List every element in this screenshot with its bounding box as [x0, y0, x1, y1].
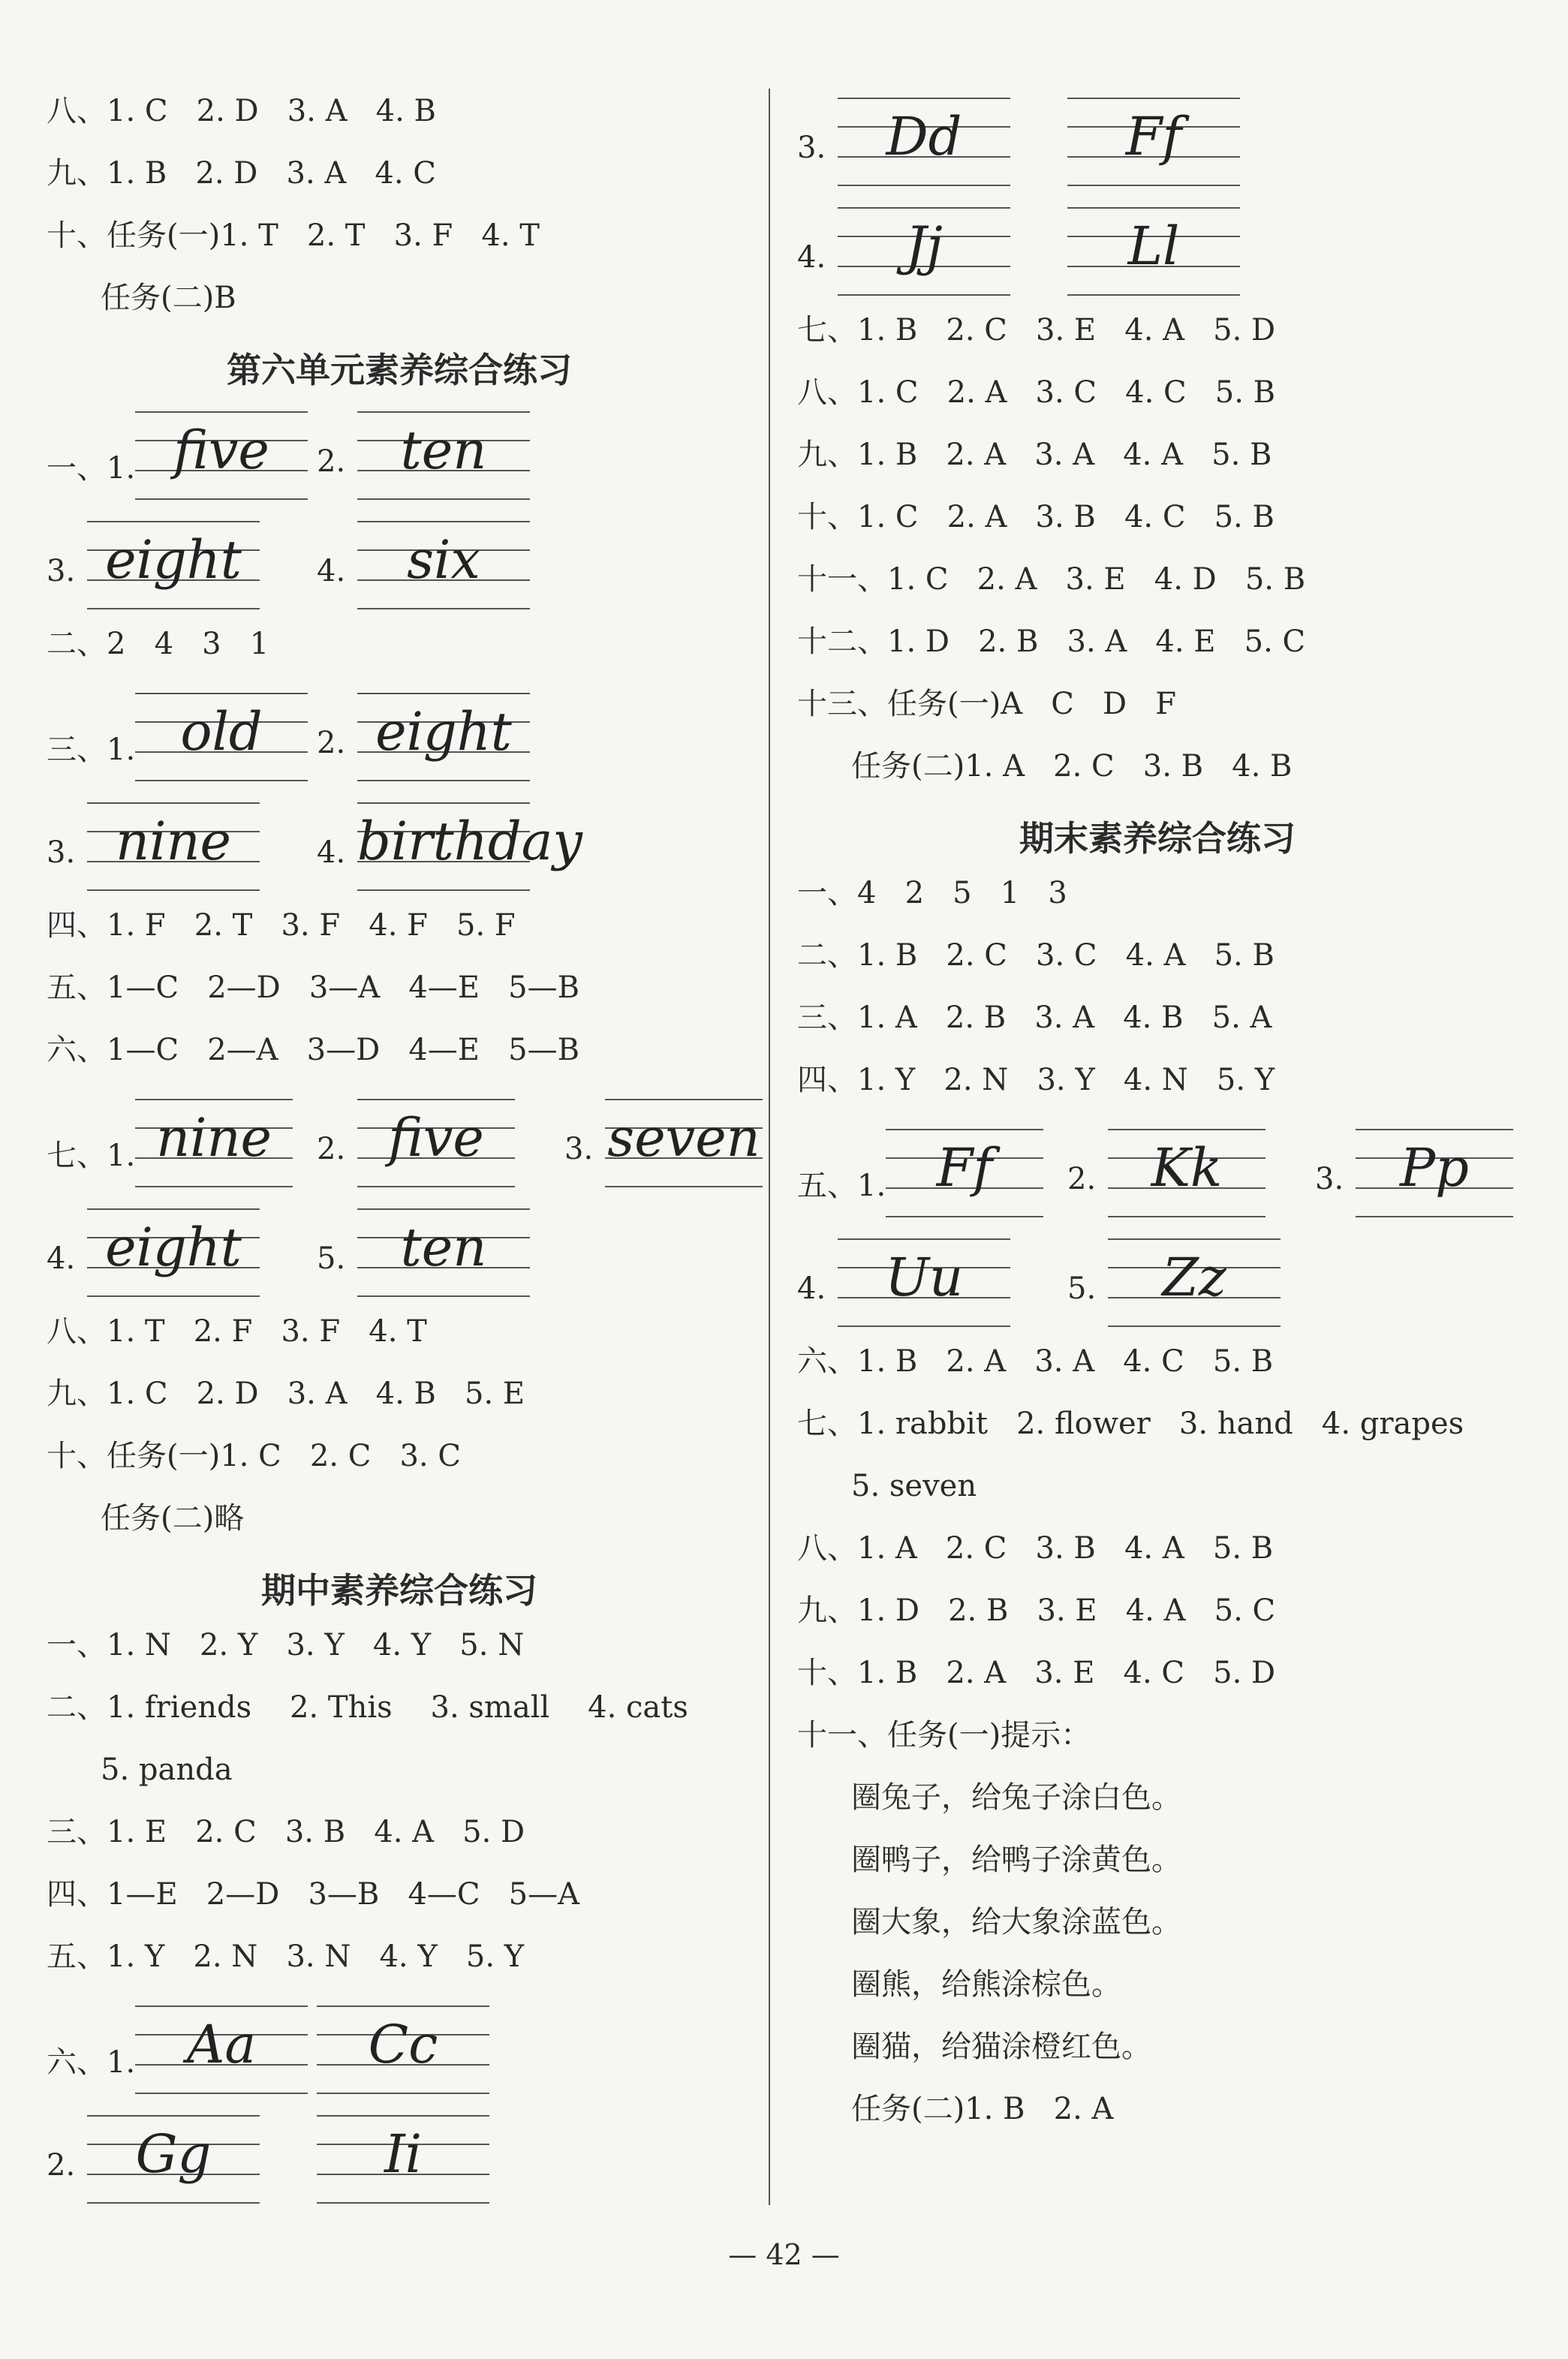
- four-line-writing-box: [357, 1208, 530, 1297]
- handwritten-word: five: [173, 420, 269, 481]
- writing-rule: [87, 1208, 260, 1210]
- item-number: 五、1.: [797, 1169, 886, 1203]
- answer-line: 十、1. B 2. A 3. E 4. C 5. D: [797, 1656, 1276, 1690]
- item-number: 4.: [317, 554, 346, 588]
- answer-line: 十、任务(一)1. C 2. C 3. C: [47, 1439, 461, 1473]
- item-number: 4.: [317, 835, 346, 870]
- left-column: [47, 89, 760, 2216]
- four-line-writing-box: [135, 1099, 293, 1187]
- writing-rule: [87, 889, 260, 891]
- answer-line: 二、2 4 3 1: [47, 627, 269, 661]
- writing-rule: [357, 1186, 515, 1187]
- handwritten-word: eight: [105, 529, 242, 591]
- answer-line: 八、1. T 2. F 3. F 4. T: [47, 1314, 427, 1349]
- writing-rule: [357, 411, 530, 413]
- answer-line: 四、1. F 2. T 3. F 4. F 5. F: [47, 908, 516, 943]
- writing-rule: [1108, 1238, 1281, 1240]
- column-divider: [769, 89, 770, 2205]
- answer-line: 圈鸭子，给鸭子涂黄色。: [851, 1843, 1181, 1877]
- handwriting-row: [47, 1090, 760, 1199]
- answer-line: 任务(二)1. A 2. C 3. B 4. B: [851, 749, 1293, 784]
- handwritten-word: Cc: [368, 2014, 438, 2075]
- four-line-writing-box: [1356, 1129, 1513, 1217]
- section-heading: 第六单元素养综合练习: [227, 350, 572, 390]
- writing-rule: [838, 98, 1010, 99]
- writing-rule: [357, 889, 530, 891]
- four-line-writing-box: [87, 2115, 260, 2204]
- writing-rule: [87, 2115, 260, 2117]
- answer-line: 三、1. E 2. C 3. B 4. A 5. D: [47, 1815, 525, 1849]
- item-number: 2.: [47, 2148, 76, 2183]
- answer-line: 十三、任务(一)A C D F: [797, 687, 1176, 721]
- answer-line: 十、任务(一)1. T 2. T 3. F 4. T: [47, 218, 540, 253]
- item-number: 3.: [1315, 1162, 1344, 1196]
- item-number: 5.: [317, 1241, 346, 1276]
- handwriting-row: [47, 1199, 752, 1309]
- four-line-writing-box: [1067, 98, 1240, 186]
- right-column: [797, 89, 1518, 2149]
- writing-rule: [87, 802, 260, 804]
- four-line-writing-box: [135, 2005, 308, 2094]
- writing-rule: [357, 693, 530, 694]
- four-line-writing-box: [357, 521, 530, 609]
- writing-rule: [357, 1099, 515, 1100]
- writing-rule: [135, 780, 308, 781]
- answer-line: 十一、任务(一)提示：: [797, 1718, 1091, 1753]
- item-number: 2.: [1067, 1162, 1097, 1196]
- four-line-writing-box: [87, 521, 260, 609]
- answer-line: 二、1. friends 2. This 3. small 4. cats: [47, 1690, 688, 1725]
- item-number: 三、1.: [47, 733, 136, 767]
- answer-line: 七、1. B 2. C 3. E 4. A 5. D: [797, 313, 1276, 348]
- handwriting-row: [797, 89, 1518, 198]
- answer-line: 九、1. B 2. A 3. A 4. A 5. B: [797, 438, 1272, 472]
- four-line-writing-box: [135, 693, 308, 781]
- four-line-writing-box: [87, 802, 260, 891]
- four-line-writing-box: [357, 411, 530, 500]
- item-number: 2.: [317, 444, 346, 479]
- item-number: 2.: [317, 1132, 346, 1166]
- writing-rule: [605, 1099, 763, 1100]
- writing-rule: [135, 1186, 293, 1187]
- four-line-writing-box: [87, 1208, 260, 1297]
- writing-rule: [1067, 294, 1240, 296]
- handwriting-row: [47, 1996, 752, 2106]
- handwritten-word: old: [180, 701, 263, 763]
- answer-line: 九、1. D 2. B 3. E 4. A 5. C: [797, 1593, 1276, 1628]
- answer-line: 圈猫，给猫涂橙红色。: [851, 2030, 1151, 2064]
- item-number: 2.: [317, 726, 346, 760]
- handwritten-word: five: [388, 1107, 484, 1169]
- item-number: 3.: [564, 1132, 594, 1166]
- writing-rule: [317, 2202, 489, 2204]
- handwritten-word: six: [407, 529, 480, 591]
- handwritten-word: Uu: [884, 1247, 964, 1308]
- handwritten-word: Jj: [905, 215, 943, 277]
- handwritten-word: ten: [400, 420, 487, 481]
- answer-line: 5. panda: [101, 1753, 233, 1787]
- page-number: — 42 —: [728, 2238, 840, 2271]
- handwritten-word: Aa: [186, 2014, 257, 2075]
- writing-rule: [87, 2202, 260, 2204]
- answer-line: 任务(二)略: [101, 1501, 245, 1536]
- writing-rule: [135, 2005, 308, 2007]
- section-heading: 期中素养综合练习: [261, 1570, 537, 1611]
- answer-line: 十二、1. D 2. B 3. A 4. E 5. C: [797, 624, 1306, 659]
- writing-rule: [838, 294, 1010, 296]
- handwritten-word: Dd: [886, 106, 962, 167]
- four-line-writing-box: [1108, 1129, 1266, 1217]
- handwritten-word: ten: [400, 1217, 487, 1278]
- handwritten-word: Ll: [1127, 215, 1180, 277]
- answer-line: 九、1. C 2. D 3. A 4. B 5. E: [47, 1377, 525, 1411]
- four-line-writing-box: [357, 802, 582, 891]
- four-line-writing-box: [135, 411, 308, 500]
- handwriting-row: [797, 198, 1518, 308]
- writing-rule: [838, 185, 1010, 186]
- section-heading: 期末素养综合练习: [1019, 818, 1296, 859]
- item-number: 3.: [47, 835, 76, 870]
- writing-rule: [317, 2115, 489, 2117]
- item-number: 4.: [797, 1271, 826, 1306]
- answer-line: 圈熊，给熊涂棕色。: [851, 1967, 1121, 2002]
- writing-rule: [1356, 1129, 1513, 1130]
- writing-rule: [1108, 1325, 1281, 1327]
- handwriting-row: [47, 512, 752, 621]
- writing-rule: [1067, 207, 1240, 209]
- four-line-writing-box: [317, 2115, 489, 2204]
- answer-line: 四、1. Y 2. N 3. Y 4. N 5. Y: [797, 1063, 1275, 1097]
- handwriting-row: [797, 1120, 1518, 1229]
- handwritten-word: birthday: [357, 811, 582, 872]
- handwritten-word: eight: [105, 1217, 242, 1278]
- handwriting-row: [797, 1229, 1518, 1339]
- answer-line: 圈兔子，给兔子涂白色。: [851, 1780, 1181, 1815]
- answer-line: 5. seven: [851, 1469, 977, 1503]
- handwritten-word: eight: [375, 701, 512, 763]
- answer-line: 八、1. C 2. A 3. C 4. C 5. B: [797, 375, 1276, 410]
- answer-line: 十、1. C 2. A 3. B 4. C 5. B: [797, 500, 1275, 534]
- writing-rule: [886, 1216, 1043, 1217]
- answer-line: 一、4 2 5 1 3: [797, 876, 1067, 910]
- writing-rule: [1067, 98, 1240, 99]
- writing-rule: [886, 1129, 1043, 1130]
- writing-rule: [838, 1238, 1010, 1240]
- answer-line: 六、1—C 2—A 3—D 4—E 5—B: [47, 1033, 579, 1067]
- writing-rule: [605, 1186, 763, 1187]
- writing-rule: [87, 608, 260, 609]
- answer-line: 一、1. N 2. Y 3. Y 4. Y 5. N: [47, 1628, 525, 1662]
- four-line-writing-box: [357, 1099, 515, 1187]
- handwritten-word: nine: [116, 811, 231, 872]
- four-line-writing-box: [838, 207, 1010, 296]
- answer-line: 五、1. Y 2. N 3. N 4. Y 5. Y: [47, 1939, 525, 1974]
- answer-line: 七、1. rabbit 2. flower 3. hand 4. grapes: [797, 1407, 1464, 1441]
- handwritten-word: Ff: [1125, 106, 1182, 167]
- writing-rule: [87, 521, 260, 522]
- writing-rule: [135, 498, 308, 500]
- answer-line: 四、1—E 2—D 3—B 4—C 5—A: [47, 1877, 579, 1912]
- handwritten-word: seven: [607, 1107, 760, 1169]
- writing-rule: [1067, 185, 1240, 186]
- four-line-writing-box: [1108, 1238, 1281, 1327]
- handwriting-row: [47, 684, 752, 793]
- four-line-writing-box: [605, 1099, 763, 1187]
- writing-rule: [357, 1295, 530, 1297]
- item-number: 5.: [1067, 1271, 1097, 1306]
- answer-line: 八、1. A 2. C 3. B 4. A 5. B: [797, 1531, 1274, 1566]
- handwriting-row: [47, 402, 752, 512]
- item-number: 3.: [797, 131, 826, 165]
- item-number: 4.: [797, 240, 826, 275]
- answer-line: 六、1. B 2. A 3. A 4. C 5. B: [797, 1344, 1274, 1379]
- item-number: 3.: [47, 554, 76, 588]
- writing-rule: [357, 780, 530, 781]
- item-number: 一、1.: [47, 451, 136, 486]
- writing-rule: [838, 207, 1010, 209]
- writing-rule: [1356, 1216, 1513, 1217]
- writing-rule: [317, 2005, 489, 2007]
- answer-line: 八、1. C 2. D 3. A 4. B: [47, 94, 436, 128]
- handwritten-word: Zz: [1162, 1247, 1226, 1308]
- writing-rule: [135, 411, 308, 413]
- writing-rule: [135, 2093, 308, 2094]
- answer-line: 圈大象，给大象涂蓝色。: [851, 1905, 1181, 1939]
- writing-rule: [357, 498, 530, 500]
- handwritten-word: Ff: [936, 1137, 993, 1199]
- handwritten-word: Ii: [384, 2123, 423, 2185]
- writing-rule: [1108, 1216, 1266, 1217]
- handwritten-word: Gg: [135, 2123, 212, 2185]
- four-line-writing-box: [357, 693, 530, 781]
- answer-line: 九、1. B 2. D 3. A 4. C: [47, 156, 436, 191]
- writing-rule: [357, 1208, 530, 1210]
- item-number: 七、1.: [47, 1139, 136, 1173]
- handwritten-word: nine: [156, 1107, 272, 1169]
- writing-rule: [135, 1099, 293, 1100]
- writing-rule: [357, 521, 530, 522]
- writing-rule: [317, 2093, 489, 2094]
- handwritten-word: Kk: [1151, 1137, 1223, 1199]
- writing-rule: [357, 608, 530, 609]
- answer-line: 十一、1. C 2. A 3. E 4. D 5. B: [797, 562, 1306, 597]
- writing-rule: [135, 693, 308, 694]
- answer-line: 三、1. A 2. B 3. A 4. B 5. A: [797, 1000, 1272, 1035]
- handwriting-row: [47, 2106, 752, 2216]
- four-line-writing-box: [838, 98, 1010, 186]
- four-line-writing-box: [1067, 207, 1240, 296]
- writing-rule: [838, 1325, 1010, 1327]
- item-number: 4.: [47, 1241, 76, 1276]
- writing-rule: [87, 1295, 260, 1297]
- handwritten-word: Pp: [1400, 1137, 1469, 1199]
- handwriting-row: [47, 793, 752, 903]
- answer-line: 五、1—C 2—D 3—A 4—E 5—B: [47, 970, 579, 1005]
- answer-line: 任务(二)B: [101, 281, 236, 315]
- four-line-writing-box: [886, 1129, 1043, 1217]
- writing-rule: [1108, 1129, 1266, 1130]
- item-number: 六、1.: [47, 2045, 136, 2080]
- four-line-writing-box: [838, 1238, 1010, 1327]
- answer-line: 二、1. B 2. C 3. C 4. A 5. B: [797, 938, 1275, 973]
- writing-rule: [357, 802, 530, 804]
- four-line-writing-box: [317, 2005, 489, 2094]
- answer-line: 任务(二)1. B 2. A: [851, 2092, 1114, 2126]
